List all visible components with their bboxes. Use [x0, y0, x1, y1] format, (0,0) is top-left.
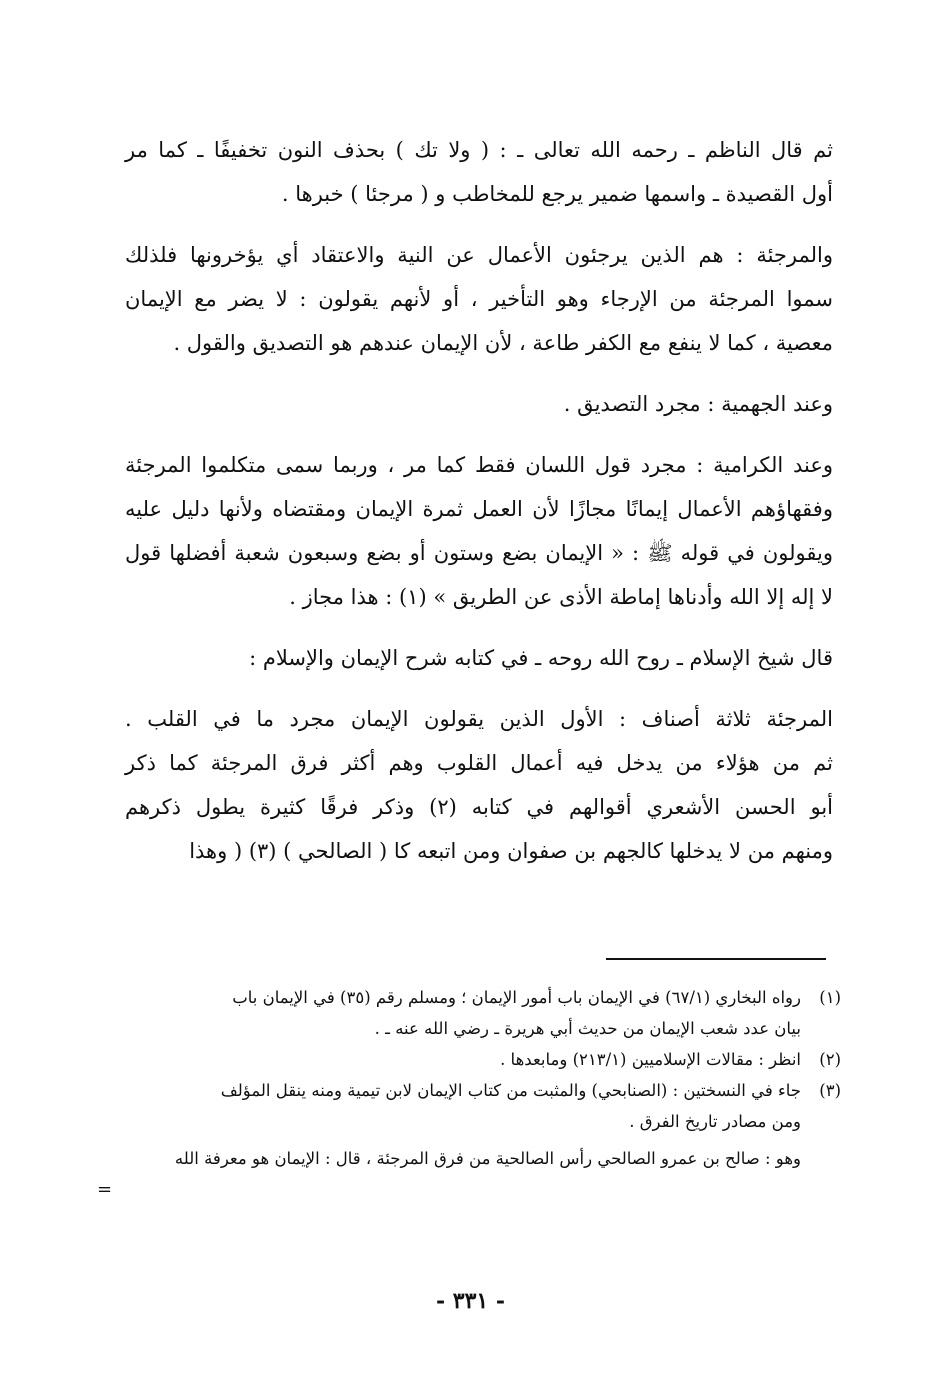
text-line: ثم قال الناظم ـ رحمه الله تعالى ـ : ( ولا تك ) بحذف النون تخفيفًا ـ كما مر	[125, 138, 833, 162]
text-line: وعند الجهمية : مجرد التصديق .	[563, 392, 833, 416]
text-line: وعند الكرامية : مجرد قول اللسان فقط كما مر ، وربما سمى متكلموا المرجئة	[125, 453, 833, 477]
footnote-continuation	[97, 1143, 841, 1200]
main-text	[125, 128, 833, 890]
footnotes	[97, 982, 841, 1200]
continuation-mark: =	[97, 1179, 113, 1200]
footnote-separator	[606, 958, 826, 960]
text-line: ثم من هؤلاء من يدخل فيه أعمال القلوب وهم أكثر فرق المرجئة كما ذكر	[125, 751, 833, 775]
text-line: أبو الحسن الأشعري أقوالهم في كتابه (٢) وذكر فرقًا كثيرة يطول ذكرهم	[125, 795, 833, 819]
text-line: وفقهاؤهم الأعمال إيمانًا مجازًا لأن العمل ثمرة الإيمان ومقتضاه ولأنها دليل عليه	[125, 497, 833, 521]
text-line: والمرجئة : هم الذين يرجئون الأعمال عن النية والاعتقاد أي يؤخرونها فلذلك	[125, 243, 833, 267]
text-line: المرجئة ثلاثة أصناف : الأول الذين يقولون الإيمان مجرد ما في القلب .	[125, 707, 833, 731]
footnote-line: رواه البخاري (٦٧/١) في الإيمان باب أمور الإيمان ؛ ومسلم رقم (٣٥) في الإيمان باب	[232, 988, 801, 1007]
text-line: أول القصيدة ـ واسمها ضمير يرجع للمخاطب و ( مرجئا ) خبرها .	[281, 182, 833, 206]
footnote-line: جاء في النسختين : (الصنابحي) والمثبت من كتاب الإيمان لابن تيمية ومنه ينقل المؤلف	[220, 1081, 801, 1100]
footnote	[125, 982, 841, 1044]
paragraph	[125, 233, 833, 365]
footnote-line: وهو : صالح بن عمرو الصالحي رأس الصالحية من فرق المرجئة ، قال : الإيمان هو معرفة الله	[174, 1149, 801, 1168]
footnote-line: بيان عدد شعب الإيمان من حديث أبي هريرة ـ رضي الله عنه ـ .	[374, 1019, 801, 1038]
paragraph	[125, 128, 833, 216]
footnote-number: (١)	[819, 988, 841, 1007]
footnote	[125, 1044, 841, 1075]
footnote-number: (٣)	[819, 1081, 841, 1100]
text-line: ويقولون في قوله ﷺ : « الإيمان بضع وستون أو بضع وسبعون شعبة أفضلها قول	[125, 541, 833, 565]
footnote	[125, 1075, 841, 1137]
text-line: ومنهم من لا يدخلها كالجهم بن صفوان ومن اتبعه كا ( الصالحي ) (٣) ( وهذا	[189, 839, 833, 863]
page-number: - ٣٣١ -	[435, 1288, 506, 1314]
paragraph	[125, 443, 833, 619]
footnote-line: انظر : مقالات الإسلاميين (٢١٣/١) ومابعدها .	[500, 1050, 801, 1069]
text-line: قال شيخ الإسلام ـ روح الله روحه ـ في كتابه شرح الإيمان والإسلام :	[249, 646, 833, 670]
text-line: لا إله إلا الله وأدناها إماطة الأذى عن الطريق » (١) : هذا مجاز .	[289, 585, 833, 609]
text-line: معصية ، كما لا ينفع مع الكفر طاعة ، لأن الإيمان عندهم هو التصديق والقول .	[173, 331, 833, 355]
footnote-number: (٢)	[819, 1050, 841, 1069]
footnote-line: ومن مصادر تاريخ الفرق .	[629, 1112, 801, 1131]
text-line: سموا المرجئة من الإرجاء وهو التأخير ، أو لأنهم يقولون : لا يضر مع الإيمان	[125, 287, 833, 311]
paragraph	[125, 382, 833, 426]
paragraph	[125, 636, 833, 680]
paragraph	[125, 697, 833, 873]
